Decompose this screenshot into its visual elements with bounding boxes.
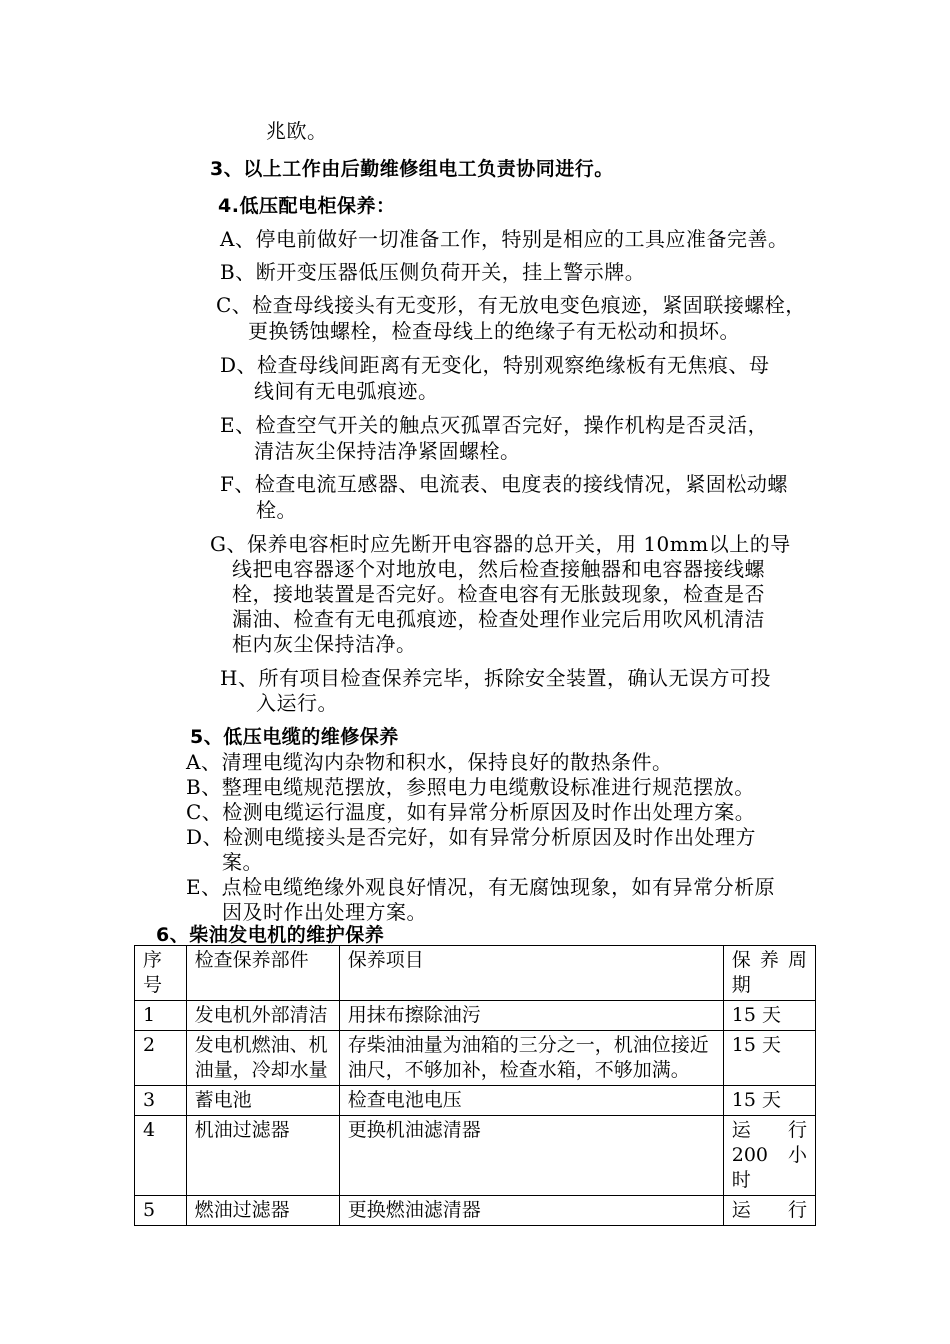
header-cell-period: 保养周期 <box>723 946 815 1001</box>
table-cell: 3 <box>135 1086 187 1116</box>
text-line: 清洁灰尘保持洁净紧固螺栓。 <box>254 439 521 463</box>
table-row <box>135 1116 816 1196</box>
table-row <box>135 1031 816 1086</box>
table-cell: 存柴油油量为油箱的三分之一，机油位接近油尺，不够加补，检查水箱，不够加满。 <box>339 1031 723 1086</box>
text-line: 栓。 <box>256 498 297 522</box>
table-cell: 更换机油滤清器 <box>339 1116 723 1196</box>
table-row <box>135 1086 816 1116</box>
text-line: C、检查母线接头有无变形，有无放电变色痕迹，紧固联接螺栓， <box>216 293 806 317</box>
table-row <box>135 1001 816 1031</box>
text-line: C、检测电缆运行温度，如有异常分析原因及时作出处理方案。 <box>186 800 756 824</box>
text-line: B、整理电缆规范摆放，参照电力电缆敷设标准进行规范摆放。 <box>186 775 755 799</box>
text-line: 线间有无电弧痕迹。 <box>254 379 439 403</box>
table-cell: 发电机外部清洁 <box>186 1001 339 1031</box>
table-cell: 发电机燃油、机油量，冷却水量 <box>186 1031 339 1086</box>
table-cell: 15 天 <box>723 1001 815 1031</box>
table-cell: 15 天 <box>723 1086 815 1116</box>
text-line: A、清理电缆沟内杂物和积水，保持良好的散热条件。 <box>186 750 673 774</box>
maintenance-table <box>134 945 816 1226</box>
text-line: D、检测电缆接头是否完好，如有异常分析原因及时作出处理方 <box>186 825 757 849</box>
table-cell: 5 <box>135 1196 187 1226</box>
text-line: H、所有项目检查保养完毕，拆除安全装置，确认无误方可投 <box>220 666 771 690</box>
section-heading: 4.低压配电柜保养： <box>218 195 396 217</box>
table-cell: 燃油过滤器 <box>186 1196 339 1226</box>
section-heading: 5、低压电缆的维修保养 <box>190 726 399 748</box>
text-line: 因及时作出处理方案。 <box>222 900 427 924</box>
table-cell: 更换燃油滤清器 <box>339 1196 723 1226</box>
header-cell-part: 检查保养部件 <box>186 946 339 1001</box>
text-line: B、断开变压器低压侧负荷开关，挂上警示牌。 <box>220 260 646 284</box>
table-cell: 15 天 <box>723 1031 815 1086</box>
text-line: 线把电容器逐个对地放电，然后检查接触器和电容器接线螺 <box>232 557 765 581</box>
text-line: 更换锈蚀螺栓，检查母线上的绝缘子有无松动和损坏。 <box>248 319 740 343</box>
text-line: 柜内灰尘保持洁净。 <box>232 632 417 656</box>
text-line: E、点检电缆绝缘外观良好情况，有无腐蚀现象，如有异常分析原 <box>186 875 776 899</box>
table-cell: 用抹布擦除油污 <box>339 1001 723 1031</box>
text-line: A、停电前做好一切准备工作，特别是相应的工具应准备完善。 <box>220 227 789 251</box>
table-cell: 蓄电池 <box>186 1086 339 1116</box>
text-line: 兆欧。 <box>266 119 328 143</box>
table-cell: 运 行 <box>723 1196 815 1226</box>
table-cell: 检查电池电压 <box>339 1086 723 1116</box>
table-cell: 机油过滤器 <box>186 1116 339 1196</box>
table-cell: 2 <box>135 1031 187 1086</box>
table-row <box>135 1196 816 1226</box>
text-line: 栓，接地装置是否完好。检查电容有无胀鼓现象，检查是否 <box>232 582 765 606</box>
text-line: 案。 <box>222 850 263 874</box>
text-line: 入运行。 <box>256 691 338 715</box>
table-cell: 4 <box>135 1116 187 1196</box>
text-line: 漏油、检查有无电孤痕迹，检查处理作业完后用吹风机清洁 <box>232 607 765 631</box>
text-line: G、保养电容柜时应先断开电容器的总开关，用 10mm以上的导 <box>210 532 791 556</box>
section-heading: 6、柴油发电机的维护保养 <box>156 924 385 946</box>
text-line: D、检查母线间距离有无变化，特别观察绝缘板有无焦痕、母 <box>220 353 770 377</box>
table-cell: 1 <box>135 1001 187 1031</box>
header-cell-item: 保养项目 <box>339 946 723 1001</box>
section-heading: 3、以上工作由后勤维修组电工负责协同进行。 <box>210 158 614 180</box>
table-cell: 运 行 200 小时 <box>723 1116 815 1196</box>
text-line: E、检查空气开关的触点灭孤罩否完好，操作机构是否灵活， <box>220 413 769 437</box>
text-line: F、检查电流互感器、电流表、电度表的接线情况，紧固松动螺 <box>220 472 788 496</box>
table-header-row <box>135 946 816 1001</box>
header-cell-index: 序号 <box>135 946 187 1001</box>
